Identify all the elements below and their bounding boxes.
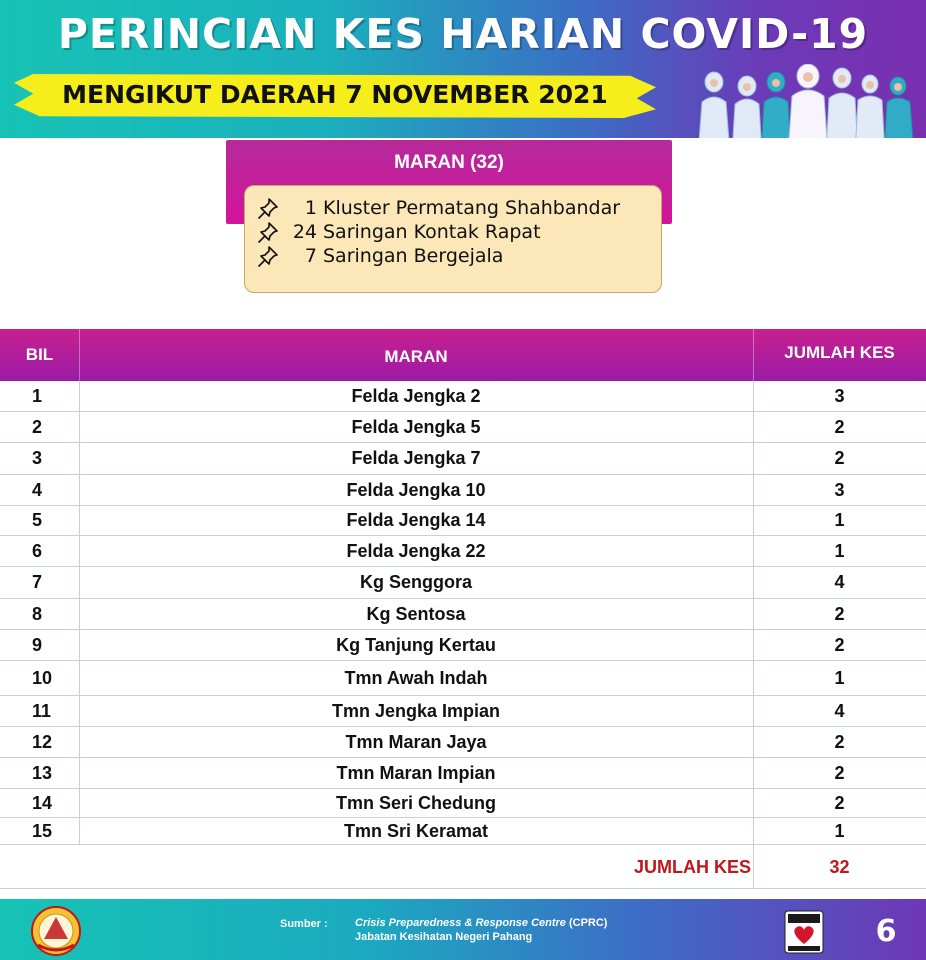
summary-item bbox=[257, 196, 661, 220]
row-location: Felda Jengka 22 bbox=[346, 540, 486, 561]
page-number: 6 bbox=[875, 914, 897, 949]
row-number: 9 bbox=[32, 634, 43, 655]
row-number: 12 bbox=[32, 731, 53, 752]
summary-item bbox=[257, 220, 661, 244]
row-location: Tmn Sri Keramat bbox=[343, 820, 489, 841]
row-number: 7 bbox=[32, 572, 43, 592]
row-location: Kg Sentosa bbox=[366, 603, 466, 624]
row-number: 1 bbox=[32, 385, 43, 406]
pushpin-icon bbox=[257, 197, 281, 219]
row-number: 2 bbox=[32, 416, 43, 437]
table-row bbox=[0, 536, 926, 567]
source-abbreviation: (CPRC) bbox=[565, 917, 608, 929]
total-value: 32 bbox=[829, 856, 850, 877]
table-row bbox=[0, 696, 926, 727]
row-number: 14 bbox=[32, 792, 53, 813]
column-header-bil: BIL bbox=[25, 345, 54, 364]
source-label: Sumber : bbox=[280, 918, 328, 930]
pushpin-icon bbox=[257, 245, 281, 267]
row-location: Kg Tanjung Kertau bbox=[336, 634, 496, 655]
row-location: Tmn Maran Impian bbox=[336, 762, 496, 783]
row-location: Tmn Awah Indah bbox=[344, 667, 488, 688]
row-number: 8 bbox=[32, 603, 43, 624]
table-row bbox=[0, 661, 926, 696]
table-row bbox=[0, 567, 926, 599]
row-case-count: 4 bbox=[834, 700, 845, 721]
summary-item-count: 7 bbox=[304, 245, 317, 267]
table-total-row bbox=[0, 845, 926, 889]
row-case-count: 3 bbox=[834, 479, 845, 500]
column-header-location: MARAN bbox=[384, 347, 448, 366]
row-number: 4 bbox=[32, 479, 43, 500]
district-summary-list bbox=[244, 185, 662, 293]
row-case-count: 3 bbox=[834, 385, 845, 406]
kita-jaga-kita-logo-icon bbox=[784, 910, 824, 954]
row-case-count: 1 bbox=[834, 510, 845, 530]
table-row bbox=[0, 818, 926, 845]
table-row bbox=[0, 443, 926, 475]
row-case-count: 2 bbox=[834, 448, 845, 468]
row-location: Tmn Jengka Impian bbox=[331, 700, 501, 721]
table-row bbox=[0, 475, 926, 506]
table-header bbox=[0, 329, 926, 381]
row-number: 15 bbox=[32, 820, 53, 841]
row-case-count: 4 bbox=[834, 572, 845, 592]
table-row bbox=[0, 758, 926, 789]
row-number: 11 bbox=[32, 700, 52, 721]
row-number: 13 bbox=[32, 762, 53, 783]
row-case-count: 2 bbox=[834, 792, 845, 813]
table-row bbox=[0, 727, 926, 758]
row-location: Felda Jengka 14 bbox=[346, 510, 486, 530]
row-location: Felda Jengka 5 bbox=[351, 416, 481, 437]
summary-item bbox=[257, 244, 661, 268]
row-location: Felda Jengka 10 bbox=[346, 479, 486, 500]
column-divider bbox=[753, 381, 754, 889]
page-title: PERINCIAN KES HARIAN COVID-19 bbox=[57, 10, 869, 58]
row-number: 5 bbox=[32, 510, 43, 530]
row-case-count: 1 bbox=[834, 540, 845, 561]
row-case-count: 2 bbox=[834, 762, 845, 783]
row-location: Kg Senggora bbox=[359, 572, 472, 592]
source-text bbox=[355, 916, 607, 944]
page-subtitle: MENGIKUT DAERAH 7 NOVEMBER 2021 bbox=[62, 80, 608, 109]
table-row bbox=[0, 599, 926, 630]
column-header-count: JUMLAH KES bbox=[784, 343, 895, 362]
row-case-count: 1 bbox=[834, 667, 845, 688]
summary-item-label: Saringan Bergejala bbox=[323, 245, 504, 267]
table-row bbox=[0, 630, 926, 661]
summary-item-count: 1 bbox=[304, 197, 317, 219]
row-number: 6 bbox=[32, 540, 43, 561]
row-location: Tmn Seri Chedung bbox=[335, 792, 496, 813]
source-organisation: Crisis Preparedness & Response Centre bbox=[355, 917, 566, 929]
table-row bbox=[0, 381, 926, 412]
row-location: Felda Jengka 2 bbox=[351, 385, 481, 406]
summary-item-count: 24 bbox=[292, 221, 317, 243]
row-location: Tmn Maran Jaya bbox=[345, 731, 487, 752]
summary-item-label: Kluster Permatang Shahbandar bbox=[323, 197, 621, 219]
summary-item-label: Saringan Kontak Rapat bbox=[323, 221, 541, 243]
total-label: JUMLAH KES bbox=[633, 856, 751, 877]
row-location: Felda Jengka 7 bbox=[351, 448, 481, 468]
row-case-count: 1 bbox=[834, 820, 845, 841]
row-number: 3 bbox=[32, 448, 43, 468]
pushpin-icon bbox=[257, 221, 281, 243]
row-number: 10 bbox=[32, 667, 53, 688]
healthcare-workers-illustration bbox=[692, 64, 922, 138]
table-row bbox=[0, 506, 926, 536]
table-row bbox=[0, 789, 926, 818]
row-case-count: 2 bbox=[834, 416, 845, 437]
jkn-logo-icon bbox=[30, 905, 82, 957]
row-case-count: 2 bbox=[834, 634, 845, 655]
table-row bbox=[0, 412, 926, 443]
column-divider bbox=[79, 381, 80, 845]
row-case-count: 2 bbox=[834, 603, 845, 624]
source-department: Jabatan Kesihatan Negeri Pahang bbox=[355, 931, 533, 943]
row-case-count: 2 bbox=[834, 731, 845, 752]
district-summary-title: MARAN (32) bbox=[394, 152, 504, 173]
